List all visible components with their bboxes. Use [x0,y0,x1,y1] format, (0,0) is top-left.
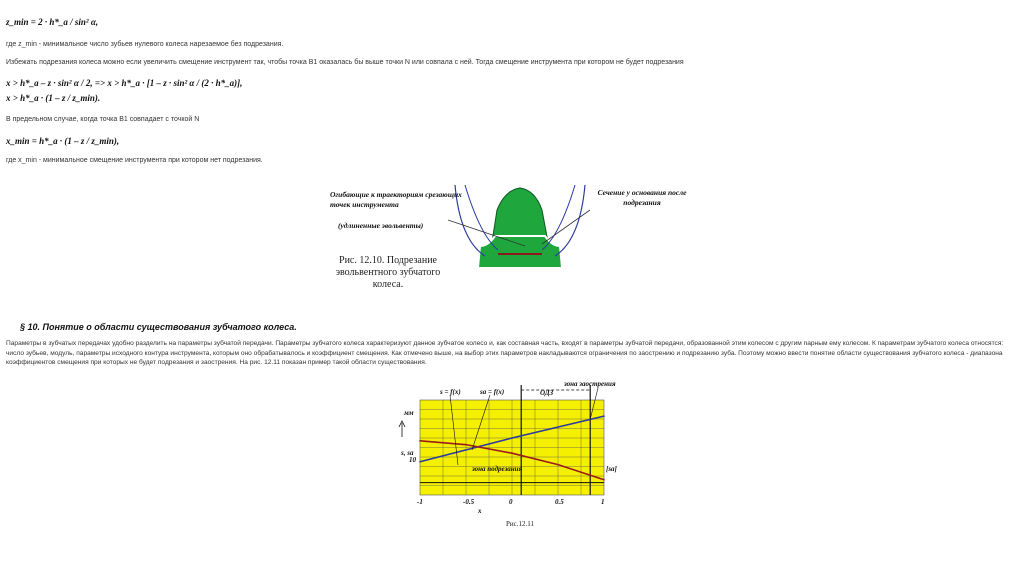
y-tick-label: 10 [409,456,416,464]
series-point-0 [511,437,513,439]
odz-label: ОДЗ [540,389,554,397]
formula-x-inequality-2: x > h*_a · (1 – z / z_min). [6,93,101,103]
formula-zmin: z_min = 2 · h*_a / sin² α, [6,17,99,27]
figure2-caption: Рис.12.11 [506,520,534,528]
series-point-1 [511,452,513,454]
y-axis-label: s, sa [401,449,414,457]
series-point-1 [603,479,605,481]
figure1-left-label: Огибающие к траекториям срезающих точек инструмента [330,190,462,209]
section-title: § 10. Понятие о области существования зубчатого колеса. [20,322,297,332]
formula-x-inequality-1: x > h*_a – z · sin² α / 2, => x > h*_a · [1 – z · sin² α / (2 · h*_a)], [6,78,243,88]
avoid-undercut-text: Избежать подрезания колеса можно если увеличить смещение инструмент так, чтобы точка B1 оказалась бы выше точки N или совпала с ней. Тогда смещение инструмента при котором не будет подрезания [6,59,684,66]
zmin-description: где z_min - минимальное число зубьев нулевого колеса нарезаемое без подрезания. [6,41,284,48]
formula-xmin: x_min = h*_a · (1 – z / z_min), [6,136,120,146]
s-series-label: s = f(x) [440,388,461,396]
sa-series-label: sa = f(x) [480,388,505,396]
figure1-right-label: Сечение у основания после подрезания [597,188,687,207]
sa-limit-label: [sa] [606,465,617,473]
x-tick-label: -0.5 [463,498,475,506]
sharpening-zone-label: зона заострения [564,380,616,388]
figure1-caption: Рис. 12.10. Подрезание эвольвентного зубчатого колеса. [335,255,441,290]
limit-case-text: В предельном случае, когда точка B1 совпадает с точкой N [6,116,200,123]
figure1-left-sublabel: (удлиненные эвольвенты) [338,221,424,230]
undercut-zone-label: зона подрезания [472,465,523,473]
xmin-description: где x_min - минимальное смещение инструмента при котором нет подрезания. [6,157,263,164]
x-tick-label: 1 [601,498,605,506]
series-point-0 [419,461,421,463]
x-tick-label: -1 [417,498,423,506]
section-paragraph: Параметры в зубчатых передачах удобно разделить на параметры зубчатой передачи. Параметры зубчатого колеса характеризуют данное зубчатое колесо и, как составная часть, входят в параметры зубчатой передачи, образованной этим колесом с другим парным ему колесом. К параметрам зубчатого колеса относятся: число зубьев, модуль, параметры исходного контура инструмента, которым оно обрабатывалось и коэффициент смещения. Как отмечено выше, на выбор этих параметров накладываются ограничения по заострению и подрезанию зуба. Поэтому можно ввести понятие области существования зубчатого колеса - диапазона коэффициентов смещения при которых не будет подрезания и заострения. На рис. 12.11 показан пример такой области существования. [6,340,1004,366]
series-point-1 [465,444,467,446]
x-axis-label: x [478,507,482,515]
y-unit-label: мм [404,409,414,417]
series-point-0 [603,415,605,417]
series-point-1 [419,440,421,442]
series-point-1 [557,464,559,466]
x-tick-label: 0 [509,498,513,506]
x-tick-label: 0.5 [555,498,564,506]
chart-existence-area [380,375,640,515]
